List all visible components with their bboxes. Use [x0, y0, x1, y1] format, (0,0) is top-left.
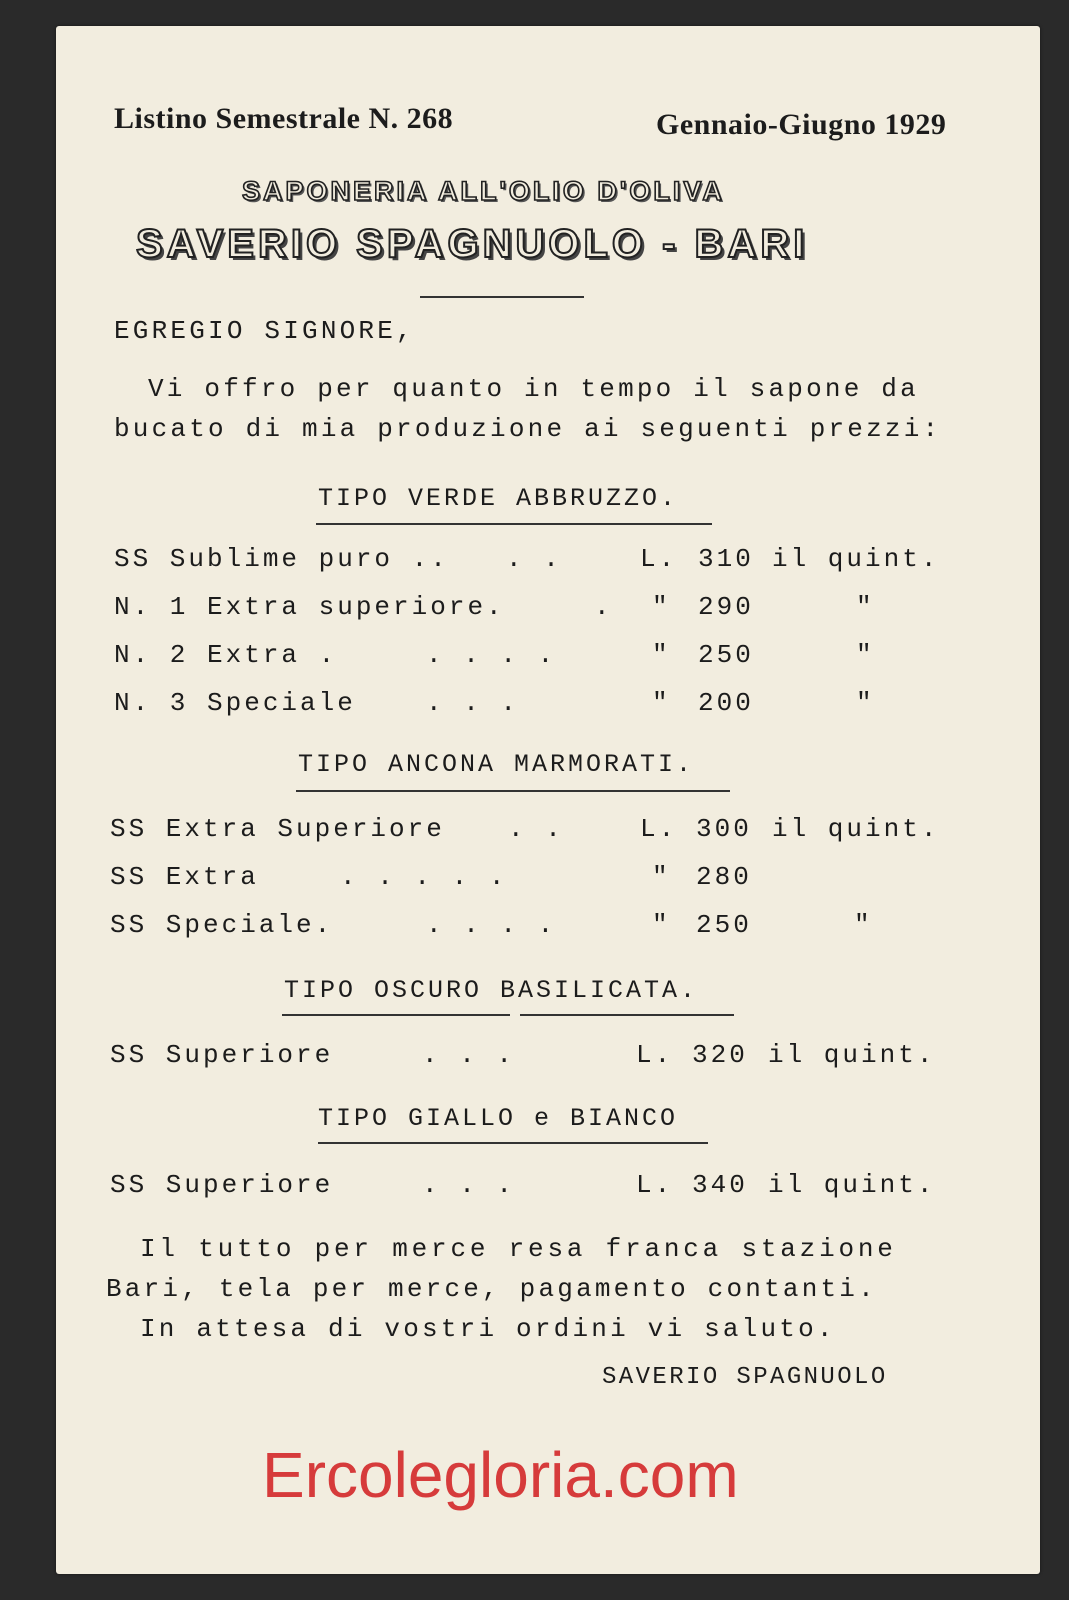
- price-row: [56, 910, 1040, 944]
- item-name: SS Extra: [110, 862, 259, 892]
- price-row: [56, 640, 1040, 674]
- item-dots: .: [594, 592, 613, 622]
- item-currency: L.: [640, 544, 678, 574]
- price-row: [56, 544, 1040, 578]
- section-underline: [520, 1014, 734, 1016]
- section-underline: [296, 790, 730, 792]
- item-name: N. 1 Extra superiore.: [114, 592, 505, 622]
- listino-title: Listino Semestrale N. 268: [114, 102, 454, 135]
- signature: SAVERIO SPAGNUOLO: [602, 1364, 888, 1391]
- item-unit: ": [856, 688, 875, 718]
- item-name: SS Speciale.: [110, 910, 334, 940]
- item-name: N. 2 Extra .: [114, 640, 338, 670]
- section-title-giallo: TIPO GIALLO e BIANCO: [318, 1104, 679, 1133]
- item-name: SS Superiore: [110, 1170, 334, 1200]
- intro-line-2: bucato di mia produzione ai seguenti prezzi:: [114, 414, 942, 444]
- section-title-verde: TIPO VERDE ABBRUZZO.: [318, 484, 679, 513]
- section-title-oscuro: TIPO OSCURO BASILICATA.: [284, 976, 699, 1005]
- company-name: SAVERIO SPAGNUOLO - BARI: [136, 222, 809, 266]
- item-name: SS Superiore: [110, 1040, 334, 1070]
- closing-line-2: Bari, tela per merce, pagamento contanti.: [106, 1274, 877, 1304]
- item-name: SS Extra Superiore: [110, 814, 445, 844]
- item-price: 290: [698, 592, 754, 622]
- item-unit: ": [856, 640, 875, 670]
- item-unit: il quint.: [772, 544, 940, 574]
- item-currency: L.: [636, 1170, 674, 1200]
- item-dots: . . .: [422, 1040, 516, 1070]
- price-row: [56, 592, 1040, 626]
- salutation: EGREGIO SIGNORE,: [114, 316, 415, 346]
- item-unit: ": [854, 910, 873, 940]
- section-underline: [316, 523, 712, 525]
- header-divider: [420, 296, 584, 298]
- item-dots: . .: [506, 544, 562, 574]
- price-row: [56, 1040, 1040, 1074]
- item-name: N. 3 Speciale: [114, 688, 356, 718]
- item-dots: . . .: [422, 1170, 516, 1200]
- item-price: 310: [698, 544, 754, 574]
- item-currency: ": [652, 688, 671, 718]
- item-currency: ": [652, 862, 671, 892]
- price-row: [56, 688, 1040, 722]
- item-price: 300: [696, 814, 752, 844]
- item-dots: . . .: [426, 688, 520, 718]
- item-dots: . . . .: [426, 910, 557, 940]
- item-price: 250: [696, 910, 752, 940]
- item-unit: il quint.: [768, 1170, 936, 1200]
- item-unit: ": [856, 592, 875, 622]
- item-price: 280: [696, 862, 752, 892]
- company-subtitle: SAPONERIA ALL'OLIO D'OLIVA: [242, 176, 725, 206]
- intro-line-1: Vi offro per quanto in tempo il sapone da: [148, 374, 919, 404]
- item-currency: ": [652, 640, 671, 670]
- item-currency: ": [652, 592, 671, 622]
- item-price: 320: [692, 1040, 748, 1070]
- watermark-text: Ercolegloria.com: [262, 1439, 739, 1511]
- item-dots: . . . .: [426, 640, 557, 670]
- item-price: 340: [692, 1170, 748, 1200]
- item-dots: . .: [508, 814, 564, 844]
- section-title-ancona: TIPO ANCONA MARMORATI.: [298, 750, 695, 779]
- section-underline: [282, 1014, 510, 1016]
- item-dots: . . . . .: [340, 862, 508, 892]
- item-price: 200: [698, 688, 754, 718]
- closing-line-3: In attesa di vostri ordini vi saluto.: [140, 1314, 836, 1344]
- item-currency: L.: [636, 1040, 674, 1070]
- period-date: Gennaio-Giugno 1929: [656, 108, 947, 141]
- item-unit: il quint.: [772, 814, 940, 844]
- closing-line-1: Il tutto per merce resa franca stazione: [140, 1234, 897, 1264]
- price-row: [56, 1170, 1040, 1204]
- price-list-card: [56, 26, 1040, 1574]
- item-currency: L.: [640, 814, 678, 844]
- item-name: SS Sublime puro ..: [114, 544, 449, 574]
- item-unit: il quint.: [768, 1040, 936, 1070]
- item-currency: ": [652, 910, 671, 940]
- section-underline: [318, 1142, 708, 1144]
- item-price: 250: [698, 640, 754, 670]
- price-row: [56, 814, 1040, 848]
- price-row: [56, 862, 1040, 896]
